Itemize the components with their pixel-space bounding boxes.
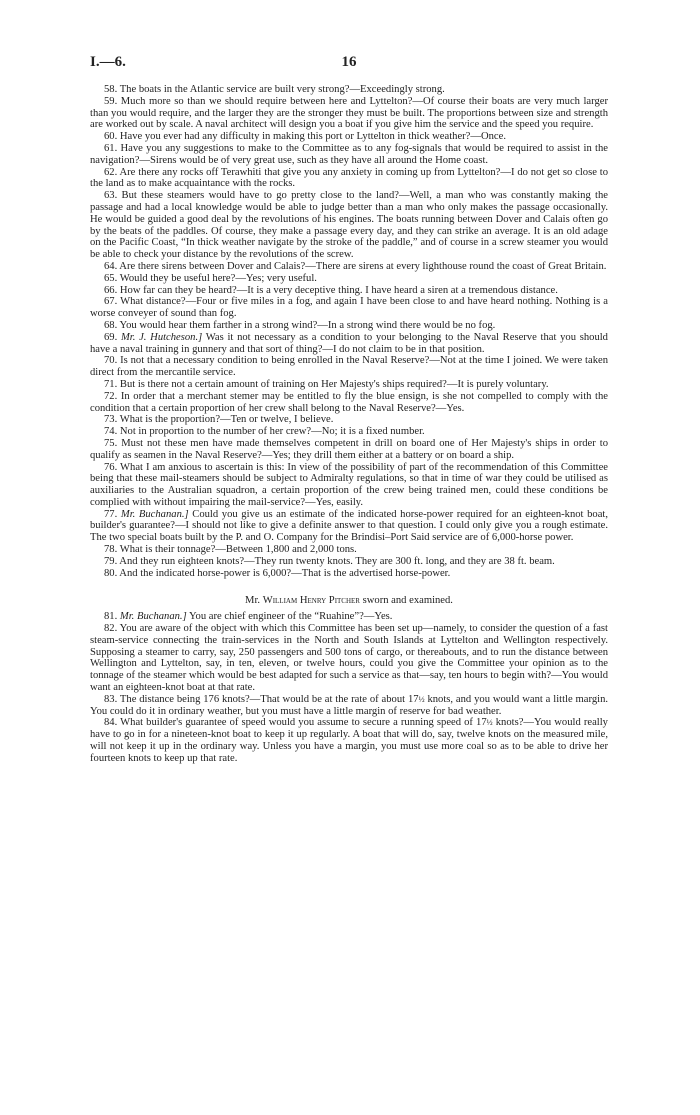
paragraph-text: 83. The distance being 176 knots?—That would be at the rate of about 17 [104,693,419,705]
paragraph-number: 81. [104,611,118,623]
paragraph-75: 75. Must not these men have made themselves competent in drill on board one of Her Majesty's ships in order to qualify as seamen in the Naval Reserve?—Yes; they drill them either at a battery or on board a ship. [90,437,608,461]
paragraph-70: 70. Is not that a necessary condition to being enrolled in the Naval Reserve?—Not at the time I joined. We were taken direct from the mercantile service. [90,355,608,379]
paragraph-59: 59. Much more so than we should require between here and Lyttelton?—Of course their boats are very much larger than you would require, and the larger they are the stronger they must be built. The proportions between size and strength are worked out by scale. A naval architect will design you a boat if you give him the service and the speed you require. [90,95,608,131]
paragraph-76: 76. What I am anxious to ascertain is this: In view of the possibility of part of the recommendation of this Committee being that these mail-steamers should be subject to Admiralty regulations, so that in time of war they could be utilised as auxiliaries to the Australian squadron, a certain proportion of the crew being trained men, could these conditions be complied with without impairing the mail-service?—Yes, easily. [90,461,608,508]
paragraph-81 [90,611,608,623]
paragraph-80: 80. And the indicated horse-power is 6,000?—That is the advertised horse-power. [104,567,451,579]
paragraph-text: Could you give us an estimate of the indicated horse-power required for an eighteen-knot boat, builder's guarantee?—I should not like to give a definite answer to that question. I could only give you a rough estimate. The two special boats built by the P. and O. Company for the Brindisi–Port Said service are of 6,000-horse power. [90,508,608,544]
paragraph-text: 84. What builder's guarantee of speed would you assume to secure a running speed of 17 [104,717,487,729]
paragraph-text: knots, and you would want a little margin. You could do it in ordinary weather, but you must have a little margin of reserve for bad weather. [90,693,609,717]
paragraph-text: knots?—You would really have to go in for a nineteen-knot boat to keep it up regularly. A boat that will do, say, twelve knots on the measured mile, will not keep it up in the ordinary way. Unless you have a margin, you must use more coal so as to be able to drive her fourteen knots to keep up that rate. [90,717,608,764]
document-body [90,84,608,765]
paragraph-69 [90,332,608,356]
paragraph-number: 77. [104,508,118,520]
paragraph-text: Was it not necessary as a condition to your belonging to the Naval Reserve that you should have a naval training in gunnery and that sort of thing?—I do not claim to be in that position. [90,331,608,355]
paragraph-60: 60. Have you ever had any difficulty in making this port or Lyttelton in thick weather?—Once. [104,131,506,143]
paragraph-83 [90,694,608,718]
paragraph-72: 72. In order that a merchant stemer may be entitled to fly the blue ensign, is she not compelled to comply with the condition that a certain proportion of her crew shall belong to the Naval Reserve?—Yes. [90,390,608,414]
speaker-label: Mr. Buchanan.] [120,508,189,520]
paragraph-77 [90,509,608,544]
paragraph-74: 74. Not in proportion to the number of her crew?—No; it is a fixed number. [104,426,425,438]
paragraph-79: 79. And they run eighteen knots?—They run twenty knots. They are 300 ft. long, and they are 38 ft. beam. [104,555,555,567]
paragraph-73: 73. What is the proportion?—Ten or twelve, I believe. [104,414,334,426]
paragraph-78: 78. What is their tonnage?—Between 1,800 and 2,000 tons. [104,544,357,556]
paragraph-84 [90,717,608,764]
paragraph-number: 69. [104,331,118,343]
paragraph-67: 67. What distance?—Four or five miles in a fog, and again I have been close to and have heard nothing. Nothing is a worse conveyer of sound than fog. [90,296,608,320]
paragraph-65: 65. Would they be useful here?—Yes; very useful. [104,272,317,284]
speaker-label: Mr. J. Hutcheson.] [120,331,203,343]
page-number: 16 [341,54,357,70]
speaker-label: Mr. Buchanan.] [119,611,187,623]
fraction: ½ [418,694,425,704]
paragraph-64: 64. Are there sirens between Dover and Calais?—There are sirens at every lighthouse round the coast of Great Britain. [104,260,607,272]
paragraph-68: 68. You would hear them farther in a strong wind?—In a strong wind there would be no fog. [104,319,496,331]
document-reference: I.—6. [90,54,126,70]
paragraph-63: 63. But these steamers would have to go pretty close to the land?—Well, a man who was constantly making the passage and had a local knowledge would be able to judge better than a man who only makes the passage occasionally. He would be guided a good deal by the revolutions of his engines. The boats running between Dover and Calais often go by the beats of the paddles. Of course, they make a passage every day, and they can strike an average. It is an old adage on the Pacific Coast, “In thick weather navigate by the stroke of the paddle,” and of course in a screw steamer you would be able to check your distance by the revolutions of the screw. [90,190,608,261]
fraction: ½ [486,718,493,728]
paragraph-58: 58. The boats in the Atlantic service are built very strong?—Exceedingly strong. [104,84,445,95]
witness-suffix: sworn and examined. [362,595,453,607]
paragraph-text: You are chief engineer of the “Ruahine”?—Yes. [188,611,393,623]
paragraph-66: 66. How far can they be heard?—It is a very deceptive thing. I have heard a siren at a tremendous distance. [104,284,558,296]
witness-heading [90,595,608,607]
witness-name: William Henry Pitcher [262,595,360,607]
paragraph-62: 62. Are there any rocks off Terawhiti that give you any anxiety in coming up from Lyttelton?—I do not get so close to the land as to make acquaintance with the rocks. [90,166,608,190]
witness-prefix: Mr. [245,595,261,607]
paragraph-82: 82. You are aware of the object with which this Committee has been set up—namely, to consider the question of a fast steam-service connecting the train-services in the North and South Islands at Lyttelton and Wellington respectively. Supposing a steamer to carry, say, 250 passengers and 500 tons of cargo, or thereabouts, and to run the distance between Wellington and Lyttelton, say, in ten, eleven, or twelve hours, could you give the Committee your opinion as to the tonnage of the steamer which would be best adapted for such a service as that—say, ten hours to begin with?—You would want an eighteen-knot boat at that rate. [90,623,608,694]
paragraph-71: 71. But is there not a certain amount of training on Her Majesty's ships required?—It is purely voluntary. [104,378,549,390]
paragraph-61: 61. Have you any suggestions to make to the Committee as to any fog-signals that would be required to assist in the navigation?—Sirens would be of very great use, such as they have all around the Home coast. [90,142,608,166]
page-header [90,54,608,76]
